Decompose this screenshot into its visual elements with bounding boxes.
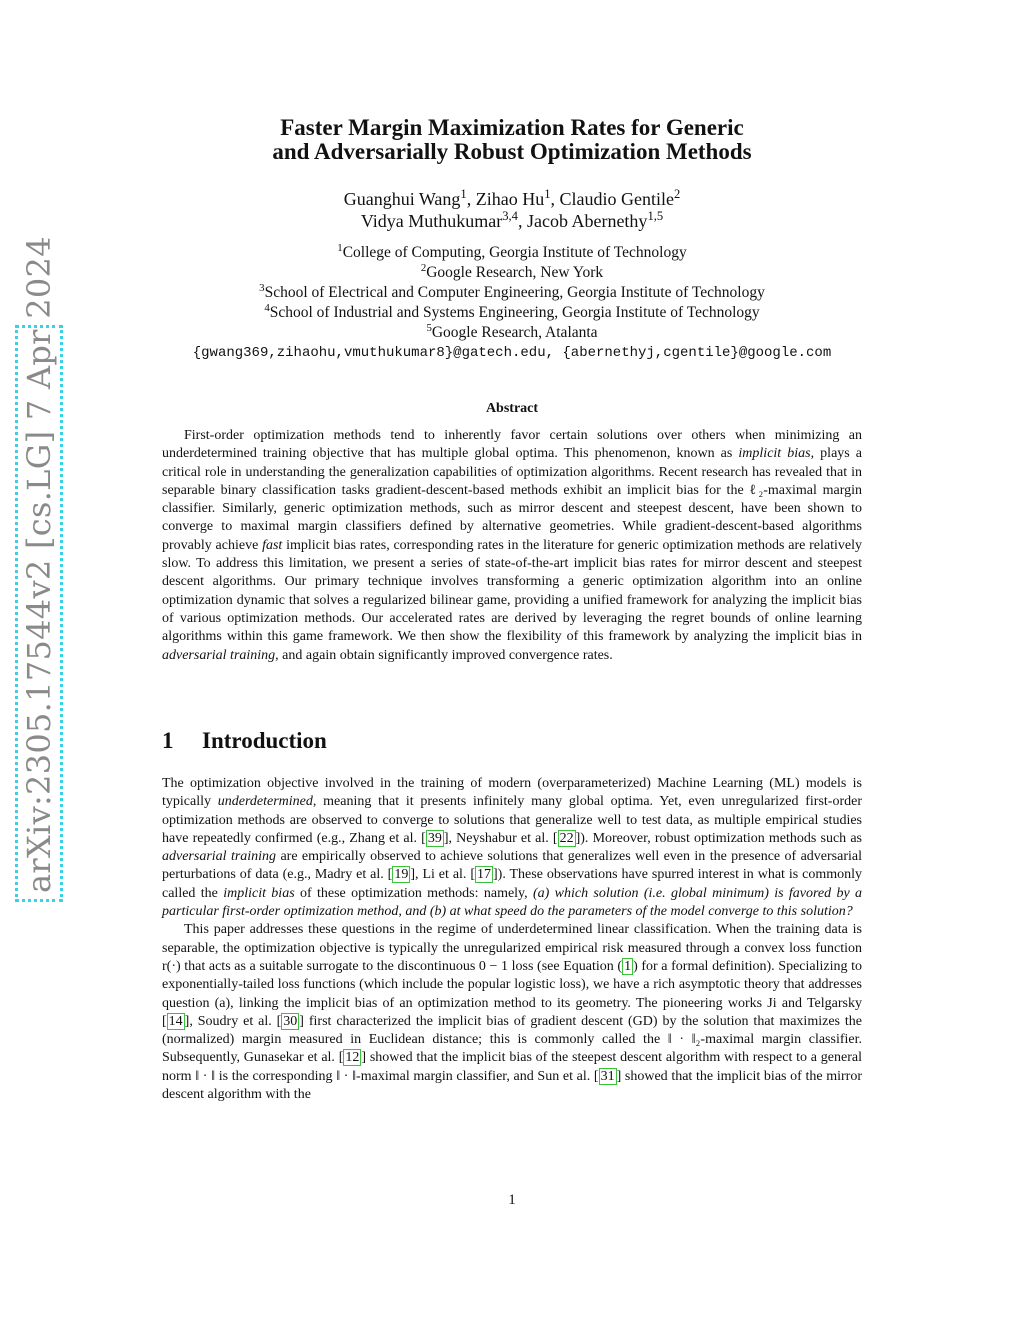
- abstract-text: First-order optimization methods tend to inherently favor certain solutions over others when minimizing an underdetermined training objective that has multiple global optima. This phenomenon, known as: [162, 428, 862, 462]
- affiliation-item: [162, 263, 862, 283]
- affil-marker: 3: [259, 281, 265, 294]
- paragraph: [162, 775, 862, 921]
- text: , meaning that it presents infinitely many global optima. Yet, even unregularized first-order optimization methods are observed to converge to solutions that generalize well to test data, as multiple empirical studies have repeatedly confirmed (e.g., Zhang et al. [: [162, 794, 862, 846]
- abstract-emphasis: fast: [262, 537, 283, 553]
- citation-link[interactable]: 19: [394, 867, 409, 883]
- emphasis: implicit bias: [223, 885, 295, 901]
- equation-link[interactable]: 1: [624, 958, 632, 974]
- affiliation-list: [162, 243, 862, 363]
- author-line-1: Guanghui Wang$^1$, Zihao Hu$^1$, Claudio Gentile$^2$: [343, 187, 681, 209]
- emphasis: underdetermined: [217, 794, 313, 810]
- abstract-heading: Abstract: [485, 401, 539, 416]
- citation-link[interactable]: 12: [345, 1050, 360, 1066]
- paper-title: [162, 116, 862, 164]
- author-affil-marker: 1: [460, 187, 467, 201]
- text: ) for a formal definition). Specializing to exponentially-tailed loss functions (which include the popular logistic loss), we have a rich asymptotic theory that addresses question (a), linking the implicit bias of an optimization method to its geometry. The pioneering works Ji and Telgarsky [: [162, 958, 862, 1029]
- affiliation-item: [162, 323, 862, 343]
- affiliation-item: [162, 283, 862, 303]
- author-name: Claudio Gentile: [559, 189, 674, 209]
- affil-text: Google Research, Atalanta: [431, 324, 598, 341]
- author-list: [162, 188, 862, 232]
- affil-text: School of Electrical and Computer Engineering, Georgia Institute of Technology: [264, 284, 765, 301]
- citation-link[interactable]: 14: [168, 1013, 183, 1029]
- author-name: Zihao Hu: [475, 189, 545, 209]
- section-title: Introduction: [202, 728, 327, 753]
- abstract-text: , and again obtain significantly improved convergence rates.: [275, 647, 613, 663]
- abstract-emphasis: adversarial training: [162, 647, 276, 663]
- text: ] showed that the implicit bias of the mirror descent algorithm with the: [162, 1068, 862, 1103]
- section-number: 1: [162, 728, 174, 753]
- section-heading: [162, 728, 327, 754]
- affil-text: College of Computing, Georgia Institute of Technology: [342, 244, 687, 261]
- abstract-body: [162, 427, 862, 665]
- text: ]). These observations have spurred interest in what is commonly called the: [162, 867, 862, 901]
- arxiv-stamp: [15, 236, 63, 902]
- citation-link[interactable]: 22: [559, 830, 574, 846]
- author-name: Guanghui Wang: [343, 189, 461, 209]
- author-affil-marker: 3,4: [502, 209, 518, 223]
- affiliation-item: [162, 303, 862, 323]
- author-line-2: Vidya Muthukumar$^{3,4}$, Jacob Abernethy$^{1,5}$: [360, 209, 664, 231]
- arxiv-identifier[interactable]: arXiv:2305.17544v2 [cs.LG] 7 Apr 2024: [20, 236, 58, 893]
- text: The optimization objective involved in the training of modern (overparameterized) Machine Learning (ML) models is typically: [162, 776, 862, 810]
- affil-marker: 4: [264, 301, 270, 314]
- title-line-2: and Adversarially Robust Optimization Methods: [272, 139, 752, 164]
- affil-text: Google Research, New York: [426, 264, 604, 281]
- author-emails[interactable]: {gwang369,zihaohu,vmuthukumar8}@gatech.edu, {abernethyj,cgentile}@google.com: [192, 345, 832, 361]
- author-affil-marker: 2: [673, 187, 681, 201]
- affil-marker: 2: [420, 261, 427, 274]
- emphasis: (a) which solution (i.e. global minimum) is favored by a particular first-order optimization method, and (b) at what speed do the parameters of the model converge to this solution?: [162, 885, 862, 920]
- abstract-text: implicit bias rates, corresponding rates in the literature for generic optimization methods are relatively slow. To address this limitation, we present a series of state-of-the-art implicit bias rates for mirror descent and steepest descent algorithms. Our primary technique involves transforming a generic optimization algorithm into an online optimization dynamic that solves a regularized bilinear game, providing a unified framework for analyzing the implicit bias of various optimization methods. Our accelerated rates are derived by leveraging the regret bounds of online learning algorithms within this game framework. We then show the flexibility of this framework by analyzing the implicit bias in: [162, 537, 862, 645]
- abstract-text: , plays a critical role in understanding the generalization capabilities of optimization algorithms. Recent research has revealed that in separable binary classification tasks gradient-descent-based methods exhibit an implicit bias for the ℓ₂-maximal margin classifier. Similarly, generic optimization methods, such as mirror descent and steepest descent, have been shown to converge to maximal margin classifiers defined by alternative geometries. While gradient-descent-based algorithms provably achieve: [162, 446, 863, 553]
- text: ]). Moreover, robust optimization methods such as: [575, 830, 862, 846]
- citation-link[interactable]: 31: [600, 1068, 615, 1084]
- text: ] showed that the implicit bias of the steepest descent algorithm with respect to a general norm ‖ · ‖ is the corresponding ‖ · ‖-maximal margin classifier, and Sun et al. [: [162, 1050, 862, 1084]
- author-name: Jacob Abernethy: [526, 211, 648, 231]
- page-number: 1: [508, 1192, 516, 1208]
- text: of these optimization methods: namely,: [294, 885, 533, 901]
- paragraph: [162, 921, 862, 1104]
- citation-link[interactable]: 17: [477, 867, 492, 883]
- text: are empirically observed to achieve solutions that generalizes well even in the presence of adversarial perturbations of data (e.g., Madry et al. [: [162, 849, 862, 883]
- affiliation-item: [162, 243, 862, 263]
- author-affil-marker: 1: [544, 187, 551, 201]
- introduction-body: [162, 775, 862, 1104]
- author-name: Vidya Muthukumar: [360, 211, 503, 231]
- abstract-emphasis: implicit bias: [738, 446, 811, 462]
- text: This paper addresses these questions in the regime of underdetermined linear classification. When the training data is separable, the optimization objective is typically the unregularized empirical risk measured through a convex loss function r(·) that acts as a suitable surrogate to the discontinuous 0 − 1 loss (see Equation (: [162, 922, 862, 974]
- citation-link[interactable]: 39: [427, 830, 442, 846]
- text: ], Neyshabur et al. [: [443, 830, 558, 846]
- text: ], Li et al. [: [410, 867, 476, 883]
- emphasis: adversarial training: [162, 849, 277, 865]
- affil-text: School of Industrial and Systems Engineering, Georgia Institute of Technology: [269, 304, 760, 321]
- text: ] first characterized the implicit bias of gradient descent (GD) by the solution that maximizes the (normalized) margin measured in Euclidean distance; this is commonly called the ‖ · ‖₂-maximal margin classifier. Subsequently, Gunasekar et al. [: [162, 1013, 862, 1066]
- title-line-1: Faster Margin Maximization Rates for Generic: [280, 115, 744, 140]
- affil-marker: 1: [337, 241, 343, 254]
- affil-marker: 5: [426, 321, 432, 334]
- citation-link[interactable]: 30: [283, 1013, 298, 1029]
- text: ], Soudry et al. [: [184, 1013, 282, 1029]
- author-affil-marker: 1,5: [647, 209, 664, 223]
